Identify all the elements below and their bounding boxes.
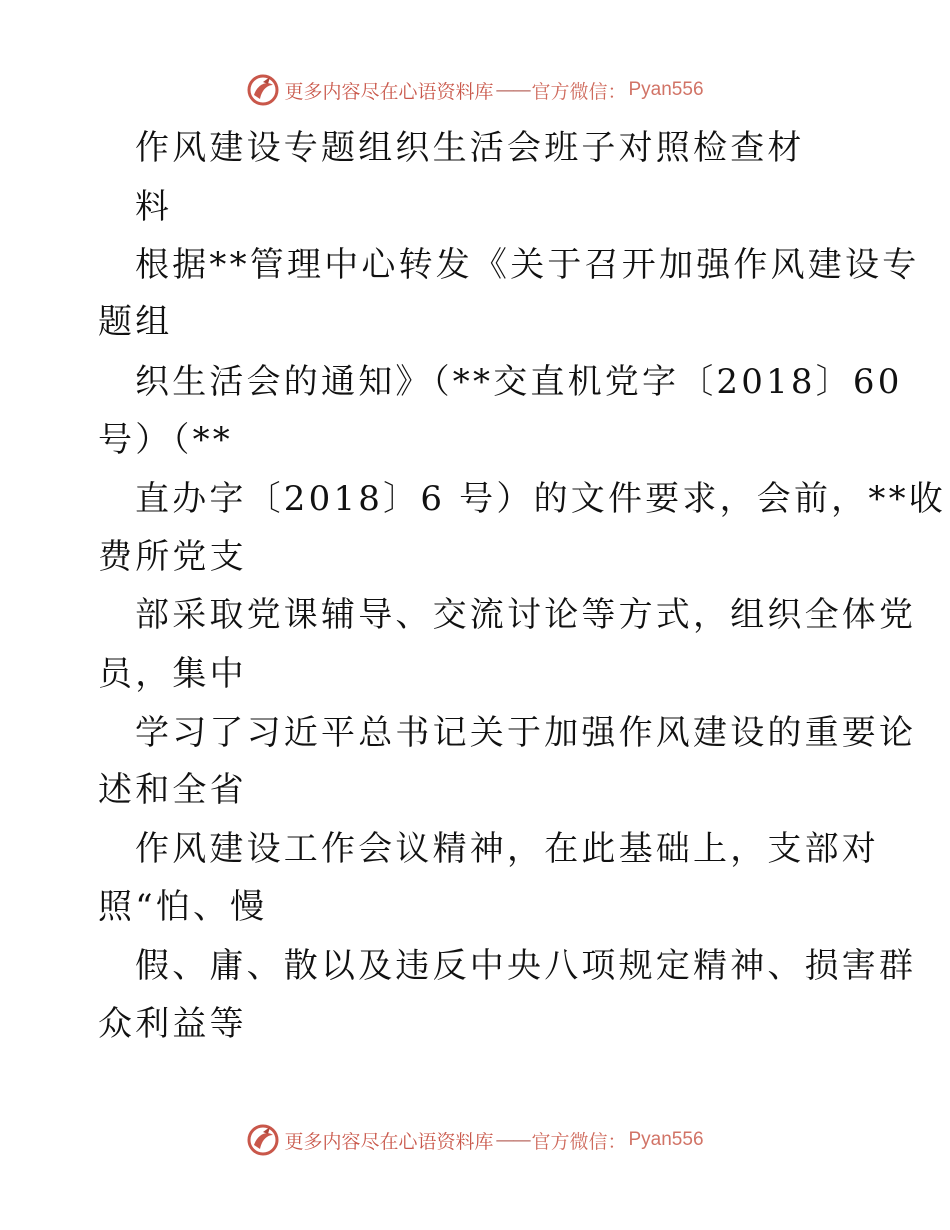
doc-line: 员，集中: [98, 654, 247, 694]
doc-line: 直办字〔2018〕6 号）的文件要求，会前，**收: [135, 479, 946, 519]
doc-line: 假、庸、散以及违反中央八项规定精神、损害群: [135, 946, 917, 986]
doc-line: 根据**管理中心转发《关于召开加强作风建设专: [135, 245, 920, 285]
doc-line: 料: [135, 187, 173, 227]
doc-line: 号）（**: [98, 420, 233, 460]
watermark-wechat-label: 官方微信：: [531, 80, 627, 103]
watermark-wechat-id: Pyan556: [628, 79, 704, 100]
watermark-main-text: 更多内容尽在心语资料库: [284, 80, 494, 103]
watermark-footer: [0, 1120, 950, 1160]
doc-line: 织生活会的通知》（**交直机党字〔2018〕60: [135, 362, 903, 402]
watermark-dash: ——: [495, 79, 530, 101]
doc-line: 照“怕、慢: [98, 887, 268, 927]
watermark-dash: ——: [495, 1129, 530, 1151]
doc-line: 作风建设工作会议精神，在此基础上，支部对: [135, 829, 879, 869]
doc-line: 学习了习近平总书记关于加强作风建设的重要论: [135, 713, 917, 753]
doc-line: 述和全省: [98, 770, 247, 810]
watermark-main-text: 更多内容尽在心语资料库: [284, 1130, 494, 1153]
ribbon-logo-icon: [246, 1123, 280, 1157]
watermark-wechat-id: Pyan556: [628, 1129, 704, 1150]
doc-line: 部采取党课辅导、交流讨论等方式，组织全体党: [135, 595, 917, 635]
doc-line: 题组: [98, 302, 173, 342]
watermark-wechat-label: 官方微信：: [531, 1130, 627, 1153]
doc-line: 费所党支: [98, 537, 247, 577]
doc-line: 众利益等: [98, 1004, 247, 1044]
doc-line: 作风建设专题组织生活会班子对照检查材: [135, 128, 805, 168]
